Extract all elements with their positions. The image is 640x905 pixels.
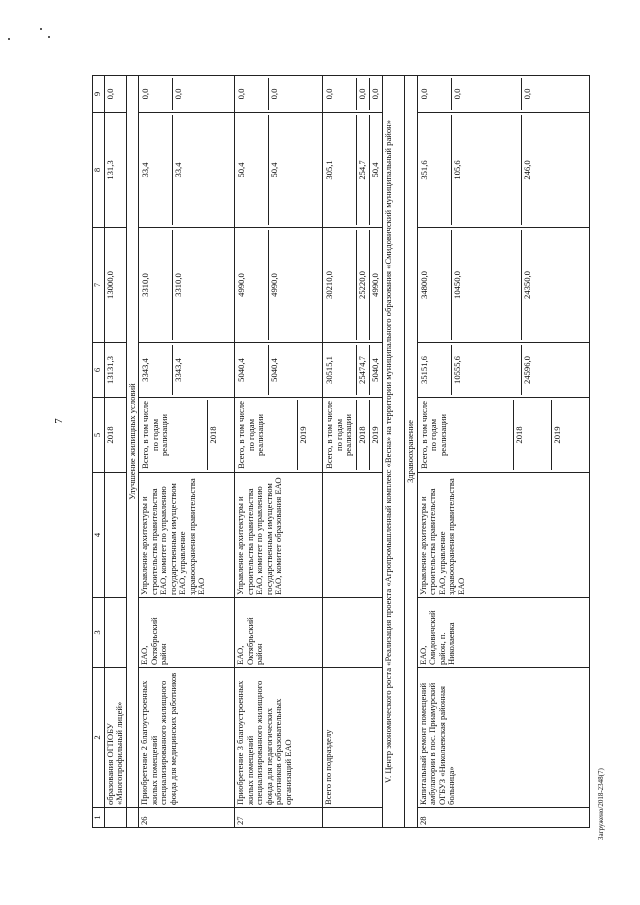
header-cell: 8 <box>93 113 105 228</box>
program-table <box>92 75 590 828</box>
value-cell: 0,0 0,0 <box>235 76 323 113</box>
executor: Управление архитектуры и строительства правительства ЕАО, комитет по управлению государственным имуществом ЕАО, управление здравоохранения правительства ЕАО <box>139 473 235 598</box>
value-cell: 3343,4 3343,4 <box>139 343 235 398</box>
value-cell: 5040,4 5040,4 <box>235 343 323 398</box>
project-name: Приобретение 3 благоустроенных жилых помещений специализированного жилищного фонда для педагогических работников образовательных организаций ЕАО <box>235 668 323 808</box>
header-cell: 2 <box>93 668 105 808</box>
section-row <box>405 76 417 828</box>
row-number: 27 <box>235 808 323 828</box>
project-name: Приобретение 2 благоустроенных жилых помещений специализированного жилищного фонда для медицинских работников <box>139 668 235 808</box>
header-cell: 3 <box>93 598 105 668</box>
scan-speck <box>40 28 42 30</box>
year-cell: Всего, в том числе по годам реализации 2018 2019 <box>417 398 589 473</box>
total-label: Всего, в том числе по годам реализации <box>236 400 297 470</box>
rotated-table-container <box>92 76 590 828</box>
table-row: 28 Капитальный ремонт помещений амбулатории в пос. Приамурский ОГБУЗ «Николаевская районная больница» ЕАО, Смидовичский район, п. Николаевка Управление архитектуры и строительства правительства ЕАО, управление здравоохранения правительства ЕАО Всего, в том числе по годам реализации 2018 2019 35151,6 10555,6 24596,0 34800,0 10450,0 24350,0 351,6 105,6 246,0 0,0 0,0 0,0 <box>417 76 589 828</box>
total-label: Всего, в том числе по годам реализации <box>140 400 207 470</box>
scan-speck <box>48 36 50 38</box>
header-cell: 4 <box>93 473 105 598</box>
subtotal-label: Всего по подразделу <box>323 668 383 808</box>
section-title: Улучшение жилищных условий <box>127 76 139 808</box>
header-cell: 9 <box>93 76 105 113</box>
header-cell: 7 <box>93 228 105 343</box>
value-cell: 131,3 <box>105 113 127 228</box>
value-cell: 3310,0 3310,0 <box>139 228 235 343</box>
table-row <box>139 76 235 828</box>
value-cell: 4990,0 4990,0 <box>235 228 323 343</box>
location: ЕАО, Октябрьский район <box>139 598 235 668</box>
year-cell <box>235 398 323 473</box>
location: ЕАО, Октябрьский район <box>235 598 323 668</box>
section-title: Здравоохранение <box>405 76 417 828</box>
header-cell: 5 <box>93 398 105 473</box>
value-cell: 33,4 33,4 <box>139 113 235 228</box>
value-cell: 13000,0 <box>105 228 127 343</box>
executor <box>105 473 127 598</box>
section-row <box>383 76 405 828</box>
section-title: V. Центр экономического роста «Реализация проекта «Агропромышленный комплекс «Весна» на территории муниципального образования «Смидовичский муниципальный район» <box>383 76 405 828</box>
header-cell: 6 <box>93 343 105 398</box>
row-number: 28 <box>417 808 589 828</box>
value-cell: 0,0 0,0 <box>139 76 235 113</box>
table-row <box>235 76 323 828</box>
location <box>105 598 127 668</box>
footer-mark: Загружено/2018-2348(7) <box>597 768 605 840</box>
value-cell: 13131,3 <box>105 343 127 398</box>
value-cell: 0,0 <box>105 76 127 113</box>
location: ЕАО, Смидовичский район, п. Николаевка <box>417 598 589 668</box>
executor: Управление архитектуры и строительства правительства ЕАО, комитет по управлению государственным имуществом ЕАО, комитет образования ЕАО <box>235 473 323 598</box>
header-row <box>93 76 105 828</box>
year-label: 2019 <box>298 426 309 444</box>
subtotal-row: Всего по подразделу Всего, в том числе по годам реализации 2018 2019 30515,1 25474,7 5040,4 30210,0 25220,0 4990,0 305,1 254,7 50,4 0,0 0,0 0,0 <box>323 76 383 828</box>
year-label: 2018 <box>207 426 218 444</box>
page-number: 7 <box>52 418 65 424</box>
row-number: 26 <box>139 808 235 828</box>
scan-speck <box>8 38 10 40</box>
year-cell: 2018 <box>105 398 127 473</box>
project-name: Капитальный ремонт помещений амбулатории в пос. Приамурский ОГБУЗ «Николаевская районная больница» <box>417 668 589 808</box>
header-cell: 1 <box>93 808 105 828</box>
value-cell: 50,4 50,4 <box>235 113 323 228</box>
year-cell <box>139 398 235 473</box>
table-row <box>105 76 127 828</box>
section-row <box>127 76 139 828</box>
executor: Управление архитектуры и строительства правительства ЕАО, управление здравоохранения правительства ЕАО <box>417 473 589 598</box>
row-number <box>105 808 127 828</box>
year-cell: Всего, в том числе по годам реализации 2018 2019 <box>323 398 383 473</box>
project-name: образования ОГПОБУ «Многопрофильный лицей» <box>105 668 127 808</box>
